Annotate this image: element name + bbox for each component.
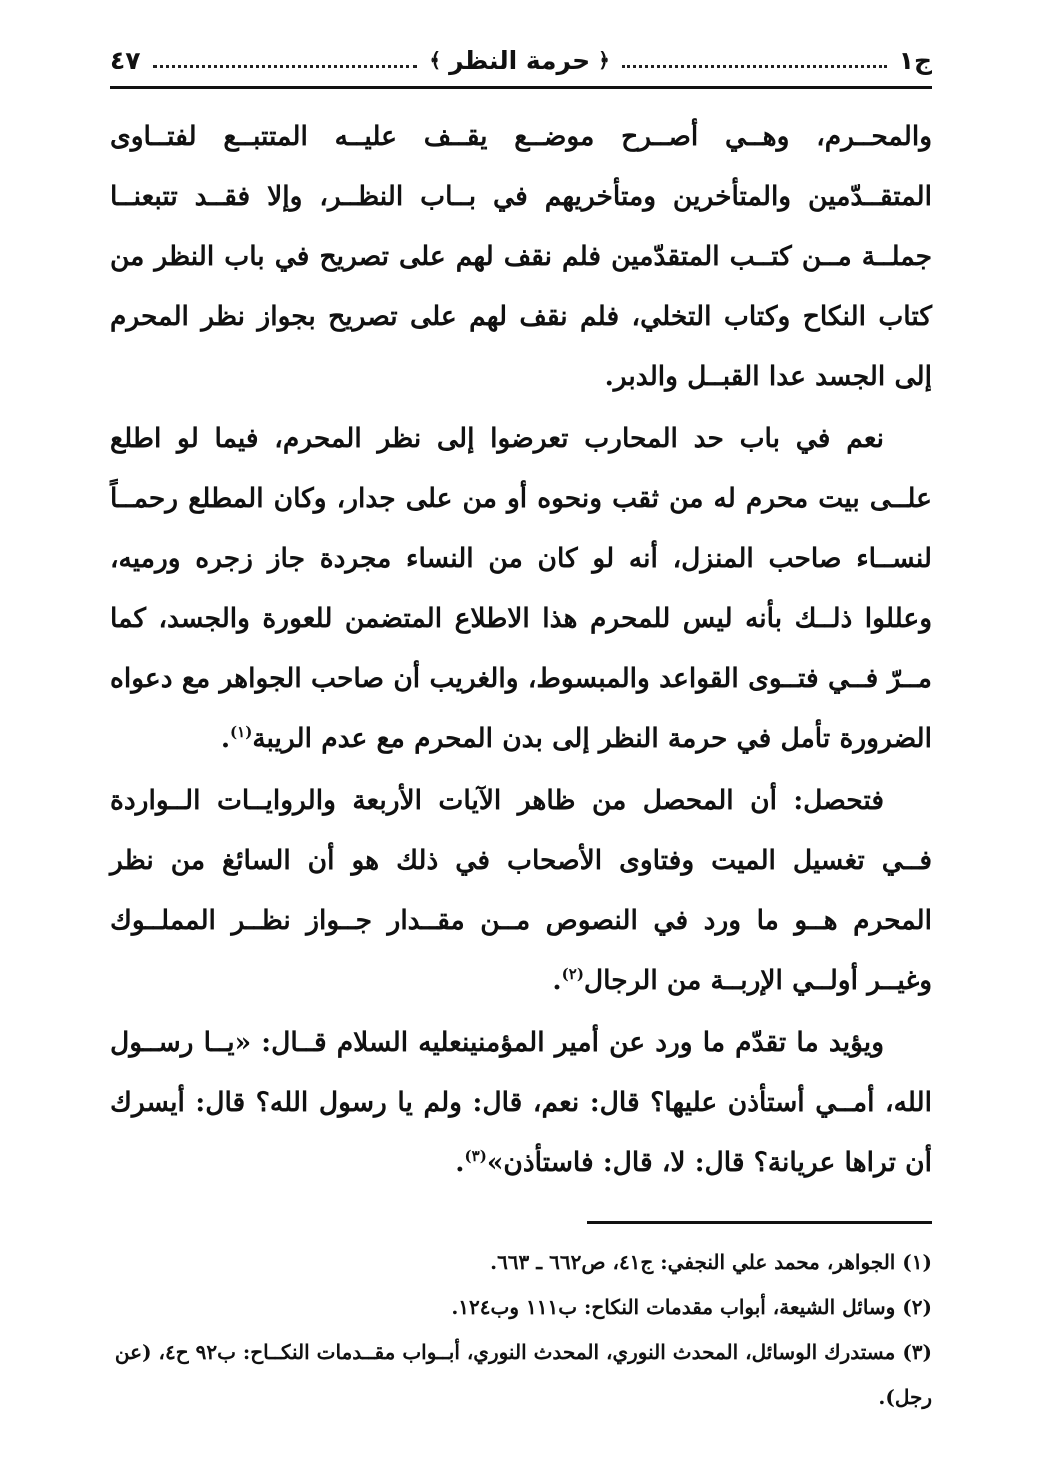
volume-label: ج١	[898, 45, 932, 75]
footnote: (٢) وسائل الشيعة، أبواب مقدمات النكاح: ب١١١ وب١٢٤.	[451, 1295, 932, 1319]
paragraph-text: فتحصل: أن المحصل من ظاهر الآيات الأربعة والروايــات الــواردة فــي تغسيل الميت وفتاوى الأصحاب في ذلك هو أن السائغ من نظر المحرم هــو ما ورد في النصوص مــن مقــدار جــواز نظــر المملــوك وغيــر أولــي الإربــة من الرجال	[110, 785, 932, 996]
book-page	[110, 36, 932, 1420]
footnote-ref[interactable]: (١)	[230, 723, 253, 742]
ornament-open-icon: ﴿	[598, 48, 610, 72]
header-title-group	[429, 46, 609, 75]
paragraph-text: نعم في باب حد المحارب تعرضوا إلى نظر المحرم، فيما لو اطلع علــى بيت محرم له من ثقب ونحوه أو من على جدار، وكان المطلع رحمــاً لنســاء صاحب المنزل، أنه لو كان من النساء مجردة جاز زجره ورميه، وعللوا ذلــك بأنه ليس للمحرم هذا الاطلاع المتضمن للعورة والجسد، كما مــرّ فــي فتــوى القواعد والمبسوط، والغريب أن صاحب الجواهر مع دعواه الضرورة تأمل في حرمة النظر إلى بدن المحرم مع عدم الريبة	[110, 423, 932, 754]
paragraph	[110, 771, 932, 1011]
footnote-ref[interactable]: (٢)	[561, 965, 584, 984]
paragraph-text: ويؤيد ما تقدّم ما ورد عن أمير المؤمنينعليه السلام قــال: «يــا رســول الله، أمــي أستأذن عليها؟ قال: نعم، قال: ولم يا رسول الله؟ قال: أيسرك أن تراها عريانة؟ قال: لا، قال: فاستأذن»	[110, 1027, 932, 1178]
page-number: ٤٧	[110, 45, 141, 75]
header-dot-leader	[153, 65, 418, 68]
running-header	[110, 36, 932, 84]
footnote: (٣) مستدرك الوسائل، المحدث النوري، المحدث النوري، أبــواب مقــدمات النكــاح: ب٩٢ ح٤، (عن رجل).	[114, 1340, 932, 1409]
chapter-title: حرمة النظر	[449, 45, 591, 75]
paragraph	[110, 1013, 932, 1193]
paragraph	[110, 107, 932, 407]
header-rule	[110, 86, 932, 89]
footnote: (١) الجواهر، محمد علي النجفي: ج٤١، ص٦٦٢ ـ ٦٦٣.	[490, 1250, 932, 1274]
paragraph-text: والمحــرم، وهــي أصــرح موضــع يقــف عليــه المتتبــع لفتــاوى المتقــدّمين والمتأخرين ومتأخريهم في بــاب النظــر، وإلا فقــد تتبعنــا جملــة مــن كتــب المتقدّمين فلم نقف لهم على تصريح في باب النظر من كتاب النكاح وكتاب التخلي، فلم نقف لهم على تصريح بجواز نظر المحرم إلى الجسد عدا القبــل والدبر.	[110, 121, 932, 392]
paragraph-end: .	[552, 965, 562, 996]
header-dot-leader	[622, 65, 887, 68]
main-text	[110, 107, 932, 1193]
footnote-ref[interactable]: (٣)	[464, 1147, 487, 1166]
paragraph-end: .	[455, 1147, 465, 1178]
ornament-close-icon: ﴾	[429, 48, 442, 72]
paragraph-end: .	[220, 723, 231, 754]
footnotes	[110, 1240, 932, 1420]
paragraph	[110, 409, 932, 769]
footnote-separator	[587, 1221, 932, 1224]
